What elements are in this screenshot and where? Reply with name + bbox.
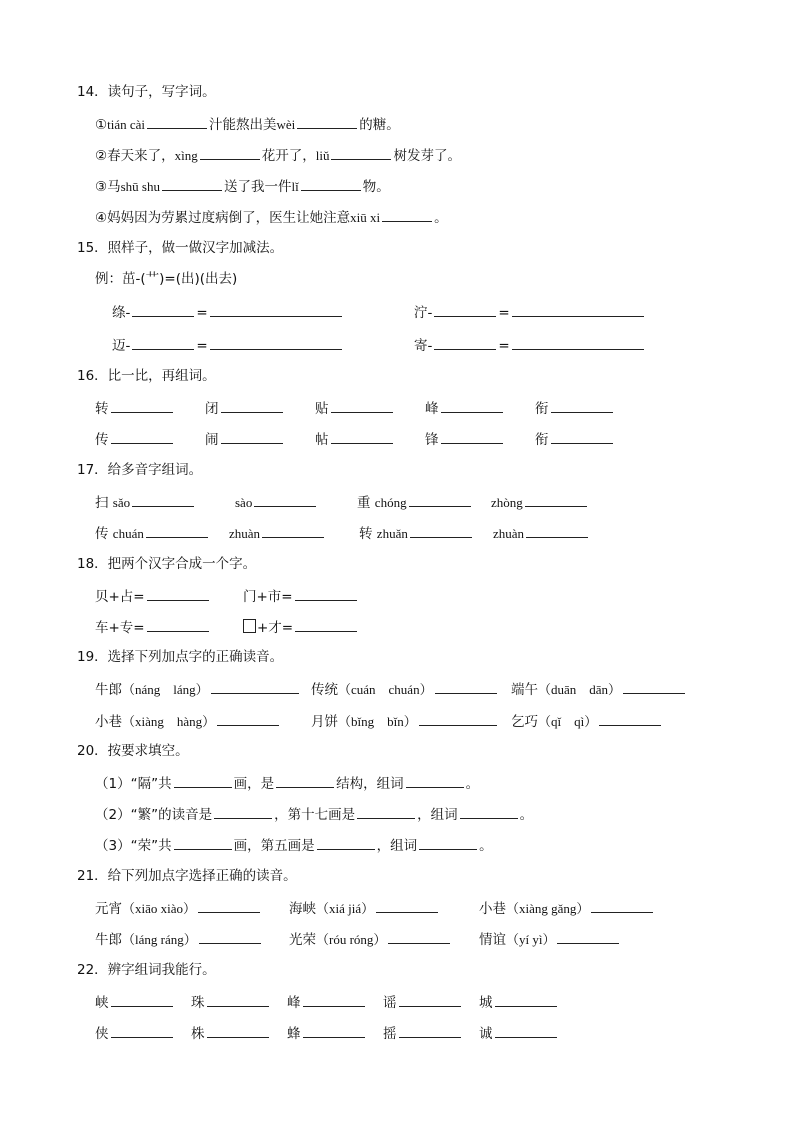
q14-l2-num: ② (95, 148, 108, 164)
q14-l1-text-d: 的糖。 (359, 117, 400, 133)
q15-item-4-label: 寄- (414, 338, 433, 354)
q14-line-4 (95, 207, 448, 227)
q15-example: 例：茁-(艹)=(出)(出去) (95, 271, 238, 287)
q16-r1-char-2: 闭 (205, 401, 219, 417)
q15-item-3-eq: = (196, 338, 208, 354)
q18-blank-4[interactable] (295, 617, 357, 632)
q17-r2-pinyin-2: zhuàn (229, 526, 261, 541)
q22-r1-blank-1[interactable] (111, 992, 173, 1007)
q14-l4-text-c: 。 (434, 210, 448, 226)
q19-r1-blank-2[interactable] (435, 679, 497, 694)
q15-item-4-eq: = (498, 338, 510, 354)
q18-blank-2[interactable] (295, 586, 357, 601)
q16-r2-blank-3[interactable] (331, 429, 393, 444)
q17-title: 17．给多音字组词。 (77, 462, 203, 478)
q16-r1-char-5: 衔 (535, 401, 549, 417)
q14-line-3 (95, 176, 390, 196)
q14-l2-text-a: 春天来了， (107, 148, 175, 164)
q20-line-3 (95, 835, 493, 855)
q20-l2-blank-1[interactable] (214, 804, 272, 819)
q14-title: 14．读句子，写字词。 (77, 84, 216, 100)
q21-title: 21．给下列加点字选择正确的读音。 (77, 868, 297, 884)
q19-r2-opts-3: （qǐ qì） (538, 714, 598, 729)
q14-l4-text-a: 妈妈因为劳累过度病倒了，医生让她注意 (107, 210, 351, 226)
q16-title: 16．比一比，再组词。 (77, 368, 216, 384)
q20-l1-blank-1[interactable] (174, 773, 232, 788)
q14-l3-pinyin-d: lǐ (291, 179, 299, 194)
q14-line-2 (95, 145, 461, 165)
q21-r2-blank-1[interactable] (199, 929, 261, 944)
q20-l1-blank-3[interactable] (406, 773, 464, 788)
q15-item-3 (112, 335, 344, 355)
q20-l3-blank-3[interactable] (419, 835, 477, 850)
q14-l3-blank-2[interactable] (301, 176, 361, 191)
q22-title: 22．辨字组词我能行。 (77, 962, 216, 978)
q20-l3-text-d: 。 (479, 838, 493, 854)
q14-l1-blank-2[interactable] (297, 114, 357, 129)
q14-l2-pinyin-d: liǔ (315, 148, 330, 163)
q20-l2-blank-2[interactable] (357, 804, 415, 819)
q15-item-2 (414, 302, 646, 322)
q21-r1-word-3: 小巷 (479, 901, 506, 917)
q17-r2-pinyin-3: zhuǎn (376, 526, 408, 541)
q16-r2-char-4: 锋 (425, 432, 439, 448)
q20-title: 20．按要求填空。 (77, 743, 189, 759)
q15-item-3-label: 迈- (112, 338, 131, 354)
q19-r2-word-2: 月饼 (311, 714, 338, 730)
q16-r1-char-3: 贴 (315, 401, 329, 417)
q17-r1-blank-2[interactable] (254, 492, 316, 507)
q17-r2-char-1: 传 (95, 526, 109, 542)
q16-r2-char-5: 衔 (535, 432, 549, 448)
q16-r1-char-4: 峰 (425, 401, 439, 417)
q15-item-1-blank-b[interactable] (210, 302, 342, 317)
q21-r2-blank-2[interactable] (388, 929, 450, 944)
q21-r1-blank-3[interactable] (591, 898, 653, 913)
q18-item-1: 贝+占= (95, 589, 145, 605)
q20-l2-text-a: （2）“繁”的读音是 (95, 807, 213, 823)
q20-l3-blank-1[interactable] (174, 835, 232, 850)
q16-r1-blank-4[interactable] (441, 398, 503, 413)
q19-r2-word-1: 小巷 (95, 714, 122, 730)
q21-r2-opts-3: （yí yì） (506, 932, 556, 947)
q22-r2-blank-2[interactable] (207, 1023, 269, 1038)
q20-l2-text-b: ，第十七画是 (274, 807, 356, 823)
q15-item-1 (112, 302, 344, 322)
q21-r2-word-2: 光荣 (289, 932, 316, 948)
q21-r1-opts-3: （xiàng gǎng） (506, 901, 590, 916)
q14-line-1 (95, 114, 400, 134)
q17-r1-char-3: 重 (357, 495, 371, 511)
q14-l3-text-a: 马 (107, 179, 121, 195)
q22-r1-blank-2[interactable] (207, 992, 269, 1007)
q21-r2-opts-2: （róu róng） (316, 932, 387, 947)
q14-l3-blank-1[interactable] (162, 176, 222, 191)
q22-r2-char-3: 蜂 (287, 1026, 301, 1042)
q17-r1-pinyin-3: chóng (374, 495, 407, 510)
q14-l2-pinyin-b: xìng (174, 148, 198, 163)
q17-r2-pinyin-1: chuán (112, 526, 144, 541)
q22-r2-blank-1[interactable] (111, 1023, 173, 1038)
q18-item-2: 门+市= (243, 589, 293, 605)
q20-l1-text-d: 。 (465, 776, 480, 792)
q20-l1-blank-2[interactable] (276, 773, 334, 788)
q14-l1-num: ① (95, 117, 108, 133)
q16-r1-blank-1[interactable] (111, 398, 173, 413)
q22-r1-char-4: 谣 (383, 995, 397, 1011)
q17-r1-pinyin-4: zhòng (491, 495, 523, 510)
q20-l3-text-a: （3）“荣”共 (95, 838, 172, 854)
q16-r2-char-1: 传 (95, 432, 109, 448)
q20-l1-text-c: 结构，组词 (336, 776, 404, 792)
q19-r2-word-3: 乞巧 (511, 714, 538, 730)
q16-r2-blank-4[interactable] (441, 429, 503, 444)
q14-l3-pinyin-b: shū shu (120, 179, 160, 194)
q17-r1-pinyin-2: sào (235, 495, 253, 510)
q21-r1-blank-2[interactable] (376, 898, 438, 913)
q19-r1-word-3: 端午 (511, 682, 538, 698)
q19-r2-opts-1: （xiàng hàng） (122, 714, 216, 729)
q17-r2-blank-4[interactable] (526, 523, 588, 538)
q19-r2-blank-3[interactable] (599, 711, 661, 726)
q22-r1-blank-3[interactable] (303, 992, 365, 1007)
q18-item-3: 车+专= (95, 620, 145, 636)
q19-r2-blank-2[interactable] (419, 711, 497, 726)
q20-line-1 (95, 773, 479, 793)
q16-r1-blank-2[interactable] (221, 398, 283, 413)
q17-r1-char-1: 扫 (95, 495, 109, 511)
q20-l2-text-c: ，组词 (417, 807, 458, 823)
q15-item-2-blank-a[interactable] (434, 302, 496, 317)
q16-r1-blank-3[interactable] (331, 398, 393, 413)
q21-r1-word-1: 元宵 (95, 901, 122, 917)
q22-r2-blank-5[interactable] (495, 1023, 557, 1038)
q17-r1-blank-3[interactable] (409, 492, 471, 507)
q21-r1-word-2: 海峡 (289, 901, 316, 917)
q22-r1-char-1: 峡 (95, 995, 109, 1011)
q15-item-3-blank-b[interactable] (210, 335, 342, 350)
q20-l3-text-c: ，组词 (376, 838, 418, 854)
q14-l3-num: ③ (95, 179, 108, 195)
q14-l4-pinyin-b: xiū xi (350, 210, 381, 225)
q22-r1-blank-4[interactable] (399, 992, 461, 1007)
q17-r2-blank-2[interactable] (262, 523, 324, 538)
q15-item-1-eq: = (196, 305, 208, 321)
q15-item-1-blank-a[interactable] (132, 302, 194, 317)
q16-r2-blank-5[interactable] (551, 429, 613, 444)
q20-l3-text-b: 画，第五画是 (233, 838, 315, 854)
q19-r1-blank-3[interactable] (623, 679, 685, 694)
q14-l1-blank-1[interactable] (147, 114, 207, 129)
q19-r2-opts-2: （bǐng bǐn） (338, 714, 417, 729)
q14-l3-text-c: 送了我一件 (223, 179, 292, 195)
q21-r2-blank-3[interactable] (557, 929, 619, 944)
q21-r1-opts-1: （xiāo xiào） (122, 901, 197, 916)
q19-r1-opts-2: （cuán chuán） (338, 682, 433, 697)
q22-r2-char-1: 侠 (95, 1026, 109, 1042)
q20-l3-blank-2[interactable] (317, 835, 375, 850)
q14-l1-pinyin-a: tián cài (107, 117, 146, 132)
q19-r1-opts-3: （duān dān） (538, 682, 622, 697)
q19-r1-blank-1[interactable] (211, 679, 299, 694)
q19-title: 19．选择下列加点字的正确读音。 (77, 649, 284, 665)
q17-r2-blank-3[interactable] (410, 523, 472, 538)
q15-item-2-label: 泞- (414, 305, 433, 321)
q15-item-4-blank-b[interactable] (512, 335, 644, 350)
q22-r2-char-2: 株 (191, 1026, 205, 1042)
q22-r2-blank-3[interactable] (303, 1023, 365, 1038)
q14-l1-text-b: 汁能熬出美 (209, 117, 277, 133)
q18-blank-1[interactable] (147, 586, 209, 601)
q14-l4-blank-1[interactable] (382, 207, 432, 222)
q19-r1-word-2: 传统 (311, 682, 338, 698)
q15-item-2-blank-b[interactable] (512, 302, 644, 317)
q22-r2-char-4: 摇 (383, 1026, 397, 1042)
q19-r1-word-1: 牛郎 (95, 682, 122, 698)
q14-l2-blank-2[interactable] (331, 145, 391, 160)
q16-r1-blank-5[interactable] (551, 398, 613, 413)
q15-title: 15．照样子，做一做汉字加减法。 (77, 240, 284, 256)
q16-r2-char-3: 帖 (315, 432, 329, 448)
q21-r2-word-1: 牛郎 (95, 932, 122, 948)
q22-r2-char-5: 诚 (479, 1026, 493, 1042)
q18-item-4: +才= (257, 620, 294, 636)
q17-r2-blank-1[interactable] (146, 523, 208, 538)
q21-r2-opts-1: （láng ráng） (122, 932, 197, 947)
q21-r2-word-3: 情谊 (479, 932, 506, 948)
q21-r1-blank-1[interactable] (198, 898, 260, 913)
q15-item-3-blank-a[interactable] (132, 335, 194, 350)
q21-r1-opts-2: （xiá jiá） (316, 901, 375, 916)
q20-l1-text-a: （1）“隔”共 (95, 776, 172, 792)
q22-r1-char-3: 峰 (287, 995, 301, 1011)
q19-r2-blank-1[interactable] (217, 711, 279, 726)
q17-r2-pinyin-4: zhuàn (493, 526, 525, 541)
q22-r1-char-5: 城 (479, 995, 493, 1011)
q17-r1-pinyin-1: sǎo (112, 495, 131, 510)
q17-r1-blank-4[interactable] (525, 492, 587, 507)
q16-r1-char-1: 转 (95, 401, 109, 417)
mouth-radical-box-icon (243, 619, 256, 633)
q16-r2-char-2: 闹 (205, 432, 219, 448)
q19-r1-opts-1: （náng láng） (122, 682, 209, 697)
q15-item-1-label: 绦- (112, 305, 131, 321)
q14-l1-pinyin-c: wèi (276, 117, 296, 132)
q22-r1-char-2: 珠 (191, 995, 205, 1011)
q15-item-4-blank-a[interactable] (434, 335, 496, 350)
q18-blank-3[interactable] (147, 617, 209, 632)
q15-item-4 (414, 335, 646, 355)
q14-l3-text-e: 物。 (362, 179, 390, 195)
q22-r1-blank-5[interactable] (495, 992, 557, 1007)
q20-line-2 (95, 804, 533, 824)
q14-l2-text-e: 树发芽了。 (393, 148, 461, 164)
q18-title: 18．把两个汉字合成一个字。 (77, 556, 257, 572)
q20-l1-text-b: 画，是 (233, 776, 275, 792)
q22-r2-blank-4[interactable] (399, 1023, 461, 1038)
q17-r2-char-3: 转 (359, 526, 373, 542)
q16-r2-blank-2[interactable] (221, 429, 283, 444)
q14-l2-text-c: 花开了， (261, 148, 316, 164)
q15-item-2-eq: = (498, 305, 510, 321)
q20-l2-blank-3[interactable] (460, 804, 518, 819)
q16-r2-blank-1[interactable] (111, 429, 173, 444)
q17-r1-blank-1[interactable] (132, 492, 194, 507)
q14-l2-blank-1[interactable] (200, 145, 260, 160)
q20-l2-text-d: 。 (519, 807, 534, 823)
q14-l4-num: ④ (95, 210, 108, 226)
